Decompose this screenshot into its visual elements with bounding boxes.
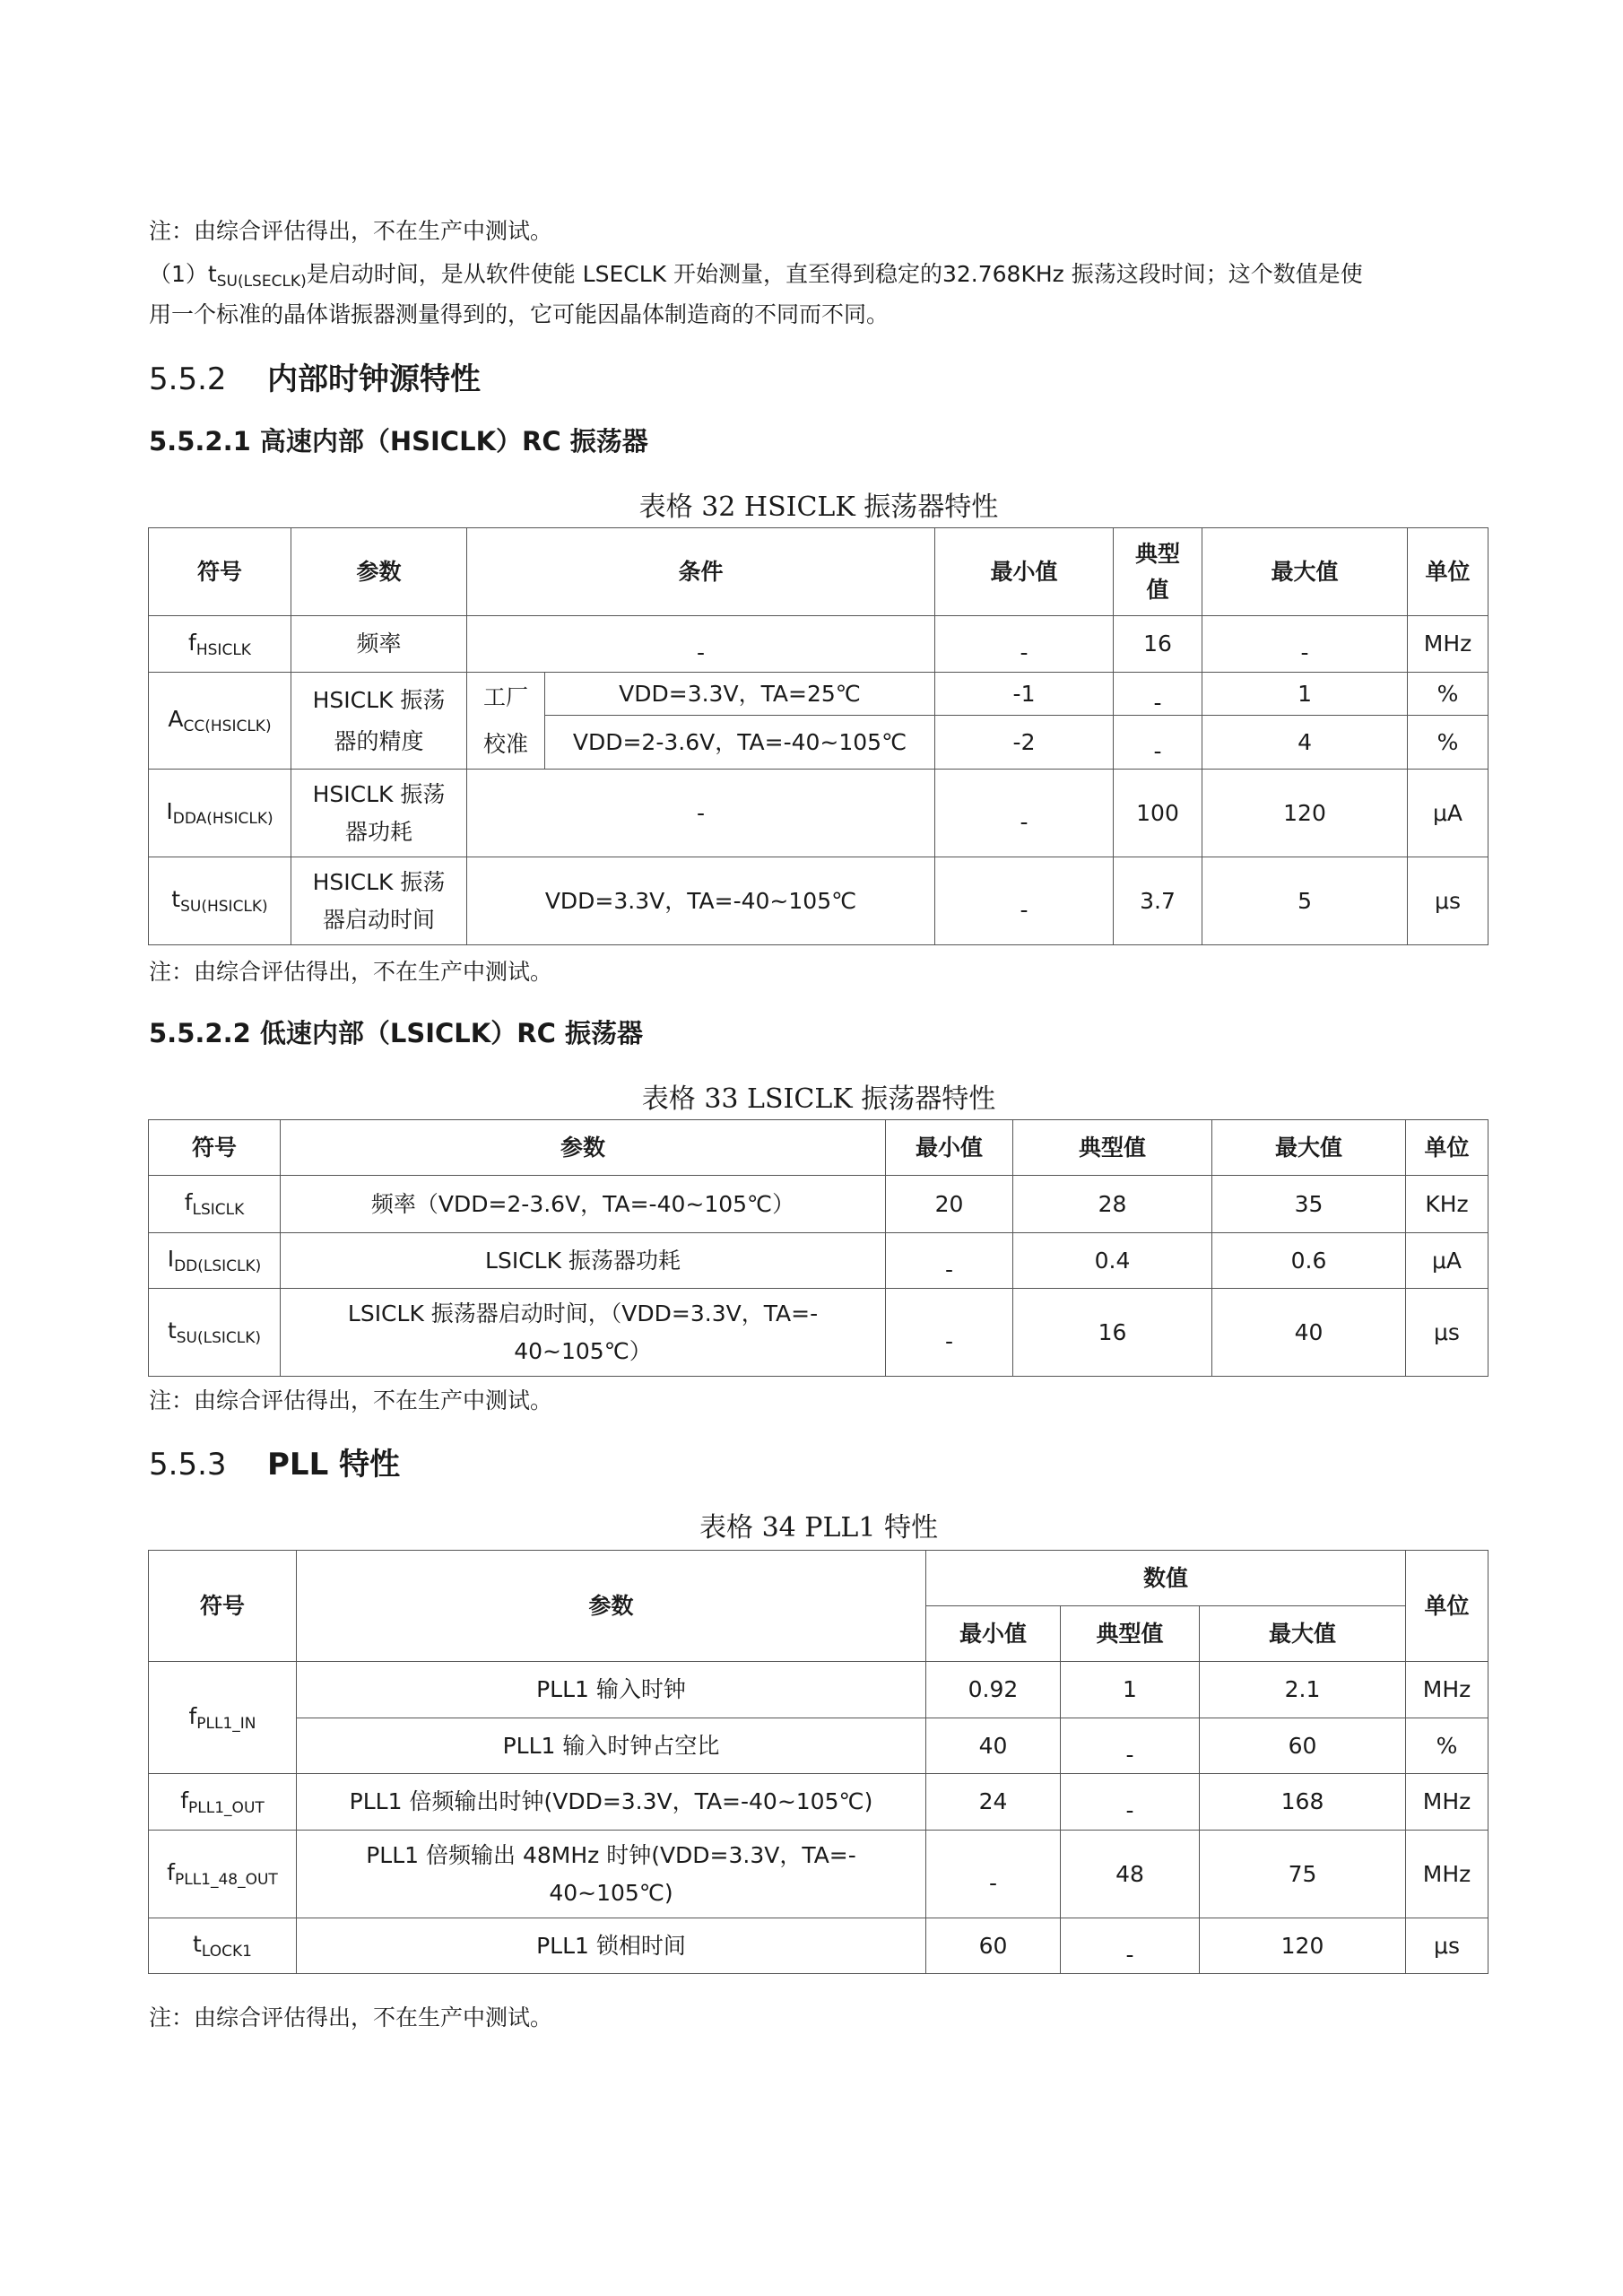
unit-cell: % bbox=[1408, 716, 1488, 770]
min-cell: - bbox=[886, 1233, 1013, 1289]
header-parameter: 参数 bbox=[297, 1551, 926, 1662]
table-header-row bbox=[149, 1551, 1488, 1606]
symbol-cell: $f_{PLL1\_IN}$ bbox=[149, 1662, 297, 1774]
top-note: 注：由综合评估得出，不在生产中测试。 bbox=[149, 218, 553, 244]
lse-note-line1 bbox=[149, 255, 1363, 297]
min-cell: - bbox=[886, 1289, 1013, 1377]
max-cell: 5 bbox=[1202, 857, 1408, 945]
symbol-cell: $I_{DD(LSICLK)}$ bbox=[149, 1233, 281, 1289]
section-title: PLL 特性 bbox=[267, 1447, 401, 1483]
condition-cell: - bbox=[467, 616, 935, 673]
symbol-cell: $t_{SU(HSICLK)}$ bbox=[149, 857, 291, 945]
typ-cell: - bbox=[1114, 673, 1202, 716]
min-cell: - bbox=[926, 1831, 1061, 1918]
parameter-cell: LSICLK 振荡器功耗 bbox=[281, 1233, 886, 1289]
symbol-cell: $I_{DDA(HSICLK)}$ bbox=[149, 770, 291, 857]
max-cell: 4 bbox=[1202, 716, 1408, 770]
unit-cell: MHz bbox=[1406, 1831, 1488, 1918]
header-parameter: 参数 bbox=[291, 528, 467, 616]
parameter-cell: PLL1 倍频输出 48MHz 时钟(VDD=3.3V，TA=- 40~105℃) bbox=[297, 1831, 926, 1918]
typ-cell: 1 bbox=[1061, 1662, 1200, 1718]
min-cell: 0.92 bbox=[926, 1662, 1061, 1718]
symbol-cell: $t_{SU(LSICLK)}$ bbox=[149, 1289, 281, 1377]
header-typ: 典型值 bbox=[1061, 1606, 1200, 1662]
header-unit: 单位 bbox=[1406, 1120, 1488, 1176]
unit-cell: MHz bbox=[1406, 1774, 1488, 1831]
symbol-cell: $A_{CC(HSICLK)}$ bbox=[149, 673, 291, 770]
typ-cell: 0.4 bbox=[1013, 1233, 1212, 1289]
typ-cell: - bbox=[1114, 716, 1202, 770]
min-cell: 40 bbox=[926, 1718, 1061, 1774]
header-symbol: 符号 bbox=[149, 528, 291, 616]
max-cell: 40 bbox=[1212, 1289, 1406, 1377]
group-cell: 工厂校准 bbox=[467, 673, 545, 770]
unit-cell: μA bbox=[1408, 770, 1488, 857]
table-34-caption: 表格 34 PLL1 特性 bbox=[699, 1512, 938, 1544]
header-values: 数值 bbox=[926, 1551, 1406, 1606]
table-row bbox=[149, 1662, 1488, 1718]
typ-cell: 3.7 bbox=[1114, 857, 1202, 945]
table-32-caption: 表格 32 HSICLK 振荡器特性 bbox=[638, 491, 999, 523]
min-cell: -1 bbox=[935, 673, 1114, 716]
table-row bbox=[149, 1831, 1488, 1918]
min-cell: - bbox=[935, 616, 1114, 673]
section-5-5-2-1-heading: 5.5.2.1 高速内部（HSICLK）RC 振荡器 bbox=[149, 426, 648, 457]
table-header-row bbox=[149, 528, 1488, 616]
symbol-cell: $f_{LSICLK}$ bbox=[149, 1176, 281, 1233]
parameter-cell: LSICLK 振荡器启动时间，（VDD=3.3V，TA=- 40~105℃） bbox=[281, 1289, 886, 1377]
symbol-cell: $f_{HSICLK}$ bbox=[149, 616, 291, 673]
table-row bbox=[149, 616, 1488, 673]
parameter-cell: PLL1 输入时钟占空比 bbox=[297, 1718, 926, 1774]
header-symbol: 符号 bbox=[149, 1120, 281, 1176]
unit-cell: % bbox=[1406, 1718, 1488, 1774]
header-max: 最大值 bbox=[1212, 1120, 1406, 1176]
header-typ: 典型值 bbox=[1013, 1120, 1212, 1176]
max-cell: 120 bbox=[1202, 770, 1408, 857]
parameter-cell: 频率（VDD=2-3.6V，TA=-40~105℃） bbox=[281, 1176, 886, 1233]
typ-cell: - bbox=[1061, 1718, 1200, 1774]
max-cell: 0.6 bbox=[1212, 1233, 1406, 1289]
header-condition: 条件 bbox=[467, 528, 935, 616]
unit-cell: μs bbox=[1406, 1918, 1488, 1974]
header-max: 最大值 bbox=[1200, 1606, 1406, 1662]
unit-cell: % bbox=[1408, 673, 1488, 716]
unit-cell: μA bbox=[1406, 1233, 1488, 1289]
table-row bbox=[149, 1718, 1488, 1774]
header-typ: 典型值 bbox=[1114, 528, 1202, 616]
typ-cell: 16 bbox=[1114, 616, 1202, 673]
min-cell: -2 bbox=[935, 716, 1114, 770]
lse-note-sub: SU(LSECLK) bbox=[216, 273, 307, 291]
max-cell: 2.1 bbox=[1200, 1662, 1406, 1718]
lse-note-line2: 用一个标准的晶体谐振器测量得到的，它可能因晶体制造商的不同而不同。 bbox=[149, 301, 890, 327]
parameter-cell: HSICLK 振荡器功耗 bbox=[291, 770, 467, 857]
table-row bbox=[149, 1918, 1488, 1974]
typ-cell: - bbox=[1061, 1774, 1200, 1831]
max-cell: 60 bbox=[1200, 1718, 1406, 1774]
table-34-note: 注：由综合评估得出，不在生产中测试。 bbox=[149, 2005, 553, 2031]
min-cell: 24 bbox=[926, 1774, 1061, 1831]
max-cell: 35 bbox=[1212, 1176, 1406, 1233]
condition-cell: VDD=3.3V，TA=25℃ bbox=[545, 673, 935, 716]
unit-cell: KHz bbox=[1406, 1176, 1488, 1233]
condition-cell: VDD=2-3.6V，TA=-40~105℃ bbox=[545, 716, 935, 770]
table-32-hsiclk bbox=[148, 527, 1488, 945]
parameter-cell: PLL1 倍频输出时钟(VDD=3.3V，TA=-40~105℃) bbox=[297, 1774, 926, 1831]
lse-note-prefix: （1）t bbox=[149, 261, 217, 287]
symbol-cell: $f_{PLL1\_48\_OUT}$ bbox=[149, 1831, 297, 1918]
section-5-5-3-heading bbox=[149, 1442, 400, 1487]
header-unit: 单位 bbox=[1408, 528, 1488, 616]
lse-note-rest: 是启动时间，是从软件使能 LSECLK 开始测量，直至得到稳定的32.768KHz 振荡这段时间；这个数值是使 bbox=[306, 261, 1363, 287]
table-33-lsiclk bbox=[148, 1119, 1488, 1377]
header-min: 最小值 bbox=[926, 1606, 1061, 1662]
typ-cell: 48 bbox=[1061, 1831, 1200, 1918]
symbol-cell: $f_{PLL1\_OUT}$ bbox=[149, 1774, 297, 1831]
table-row bbox=[149, 1289, 1488, 1377]
section-number: 5.5.2 bbox=[149, 361, 227, 397]
parameter-cell: HSICLK 振荡器的精度 bbox=[291, 673, 467, 770]
typ-cell: - bbox=[1061, 1918, 1200, 1974]
max-cell: 75 bbox=[1200, 1831, 1406, 1918]
condition-cell: - bbox=[467, 770, 935, 857]
typ-cell: 16 bbox=[1013, 1289, 1212, 1377]
max-cell: 1 bbox=[1202, 673, 1408, 716]
parameter-cell: HSICLK 振荡器启动时间 bbox=[291, 857, 467, 945]
table-row bbox=[149, 1176, 1488, 1233]
max-cell: - bbox=[1202, 616, 1408, 673]
min-cell: 20 bbox=[886, 1176, 1013, 1233]
typ-cell: 100 bbox=[1114, 770, 1202, 857]
header-parameter: 参数 bbox=[281, 1120, 886, 1176]
table-34-pll1 bbox=[148, 1550, 1488, 1974]
condition-cell: VDD=3.3V，TA=-40~105℃ bbox=[467, 857, 935, 945]
parameter-cell: PLL1 输入时钟 bbox=[297, 1662, 926, 1718]
table-row bbox=[149, 1233, 1488, 1289]
unit-cell: μs bbox=[1406, 1289, 1488, 1377]
table-row bbox=[149, 770, 1488, 857]
parameter-cell: PLL1 锁相时间 bbox=[297, 1918, 926, 1974]
table-33-note: 注：由综合评估得出，不在生产中测试。 bbox=[149, 1387, 553, 1413]
header-symbol: 符号 bbox=[149, 1551, 297, 1662]
min-cell: 60 bbox=[926, 1918, 1061, 1974]
max-cell: 120 bbox=[1200, 1918, 1406, 1974]
typ-cell: 28 bbox=[1013, 1176, 1212, 1233]
table-33-caption: 表格 33 LSICLK 振荡器特性 bbox=[641, 1083, 996, 1115]
unit-cell: MHz bbox=[1406, 1662, 1488, 1718]
table-32-note: 注：由综合评估得出，不在生产中测试。 bbox=[149, 959, 553, 985]
table-header-row bbox=[149, 1120, 1488, 1176]
table-row bbox=[149, 1774, 1488, 1831]
section-5-5-2-2-heading: 5.5.2.2 低速内部（LSICLK）RC 振荡器 bbox=[149, 1018, 643, 1048]
unit-cell: μs bbox=[1408, 857, 1488, 945]
parameter-cell: 频率 bbox=[291, 616, 467, 673]
symbol-cell: $t_{LOCK1}$ bbox=[149, 1918, 297, 1974]
table-row bbox=[149, 673, 1488, 716]
section-title: 内部时钟源特性 bbox=[267, 361, 481, 397]
section-5-5-2-heading bbox=[149, 357, 481, 402]
header-unit: 单位 bbox=[1406, 1551, 1488, 1662]
min-cell: - bbox=[935, 857, 1114, 945]
header-min: 最小值 bbox=[886, 1120, 1013, 1176]
max-cell: 168 bbox=[1200, 1774, 1406, 1831]
header-min: 最小值 bbox=[935, 528, 1114, 616]
header-max: 最大值 bbox=[1202, 528, 1408, 616]
min-cell: - bbox=[935, 770, 1114, 857]
section-number: 5.5.3 bbox=[149, 1447, 227, 1483]
table-row bbox=[149, 857, 1488, 945]
unit-cell: MHz bbox=[1408, 616, 1488, 673]
